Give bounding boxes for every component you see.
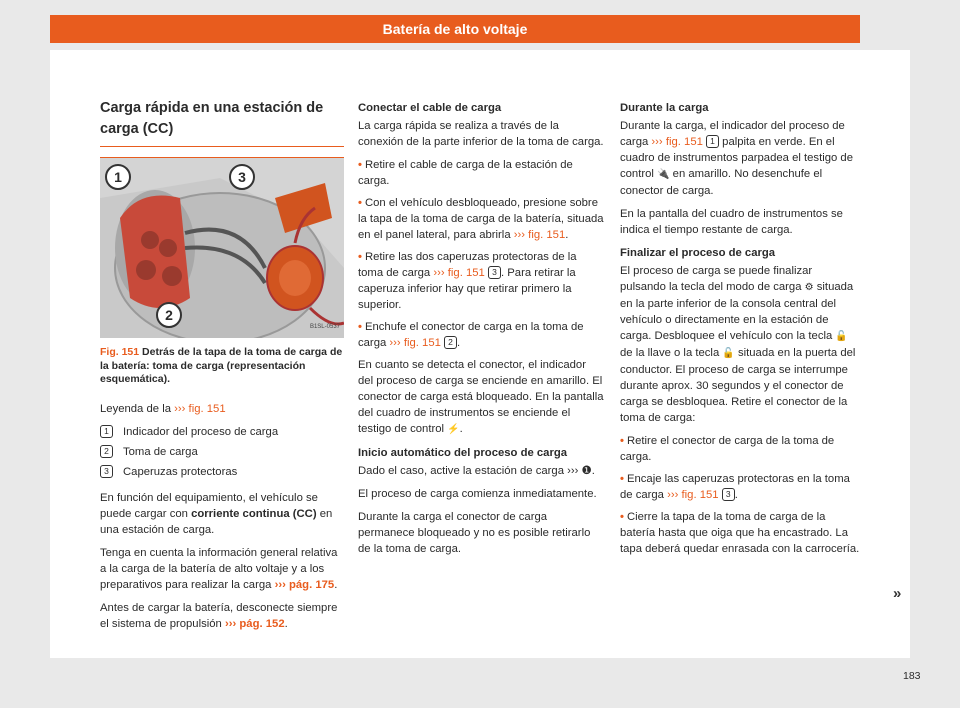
legend-intro-text: Leyenda de la [100, 402, 171, 415]
figure-link[interactable]: ››› fig. 151 [667, 489, 719, 501]
paragraph [100, 490, 344, 538]
bullet-icon: • [358, 159, 362, 171]
legend-number: 2 [100, 445, 113, 458]
figure-link[interactable]: ››› fig. 151 [513, 229, 566, 241]
bullet-icon: • [358, 251, 362, 263]
bullet-icon: • [358, 197, 362, 209]
callout-number: 1 [706, 135, 719, 148]
text: . [734, 489, 738, 501]
legend-item [100, 424, 344, 440]
text: Cierre la tapa de la toma de carga de la batería hasta que oiga que ha encastrado. La tapa deberá quedar enrasada con la carrocería. [620, 511, 860, 555]
text: . [565, 229, 569, 241]
text: . [591, 465, 595, 477]
text: Tenga en cuenta la información general relativa a la carga de la batería de alto voltaje y a los preparativos para realizar la carga [100, 546, 338, 591]
bullet-icon: • [620, 511, 624, 523]
charging-plug-icon: ⚡ [447, 424, 460, 435]
unlock-icon: 🔓 [722, 348, 735, 359]
callout-number: 3 [488, 266, 501, 279]
text: Durante la carga, el indicador del proceso de carga [620, 120, 845, 148]
page-link[interactable]: ››› pág. 175 [274, 578, 335, 591]
text: . [459, 423, 463, 435]
continue-mark: » [893, 585, 902, 602]
text: Retire el conector de carga de la toma de carga. [620, 435, 835, 463]
callout-number: 2 [444, 336, 457, 349]
paragraph: Durante la carga el conector de carga permanece bloqueado y no es posible retirarlo de la toma de carga. [358, 511, 591, 555]
bullet-item [358, 157, 604, 189]
text: Retire las dos caperuzas protectoras de la toma de carga [358, 251, 577, 279]
figure-caption [100, 346, 344, 387]
bullet-item [620, 433, 860, 465]
bullet-item [620, 471, 860, 503]
legend-text: Indicador del proceso de carga [123, 425, 279, 438]
paragraph [100, 600, 344, 632]
text: . [457, 337, 461, 349]
figure-link[interactable]: ››› fig. 151 [433, 267, 485, 279]
bullet-icon: • [358, 321, 362, 333]
bullet-item [620, 509, 860, 557]
bullet-item [358, 195, 604, 243]
bullet-icon: • [620, 473, 624, 485]
text: En cuanto se detecta el conector, el indicador del proceso de carga se enciende en amarillo. El conector de carga está bloqueado. En la pantalla del cuadro de instrumentos se enciende el testigo de control [358, 359, 604, 435]
subheading: Conectar el cable de carga [358, 102, 502, 114]
figure-marker-2: 2 [156, 302, 182, 328]
legend-text: Caperuzas protectoras [123, 465, 238, 478]
charging-socket-illustration [100, 158, 344, 338]
legend-number: 3 [100, 465, 113, 478]
content [50, 50, 921, 682]
warning-link[interactable]: ››› ❶ [567, 465, 592, 477]
figure-link[interactable]: ››› fig. 151 [389, 337, 441, 349]
section-title: Carga rápida en una estación de carga (CC) [100, 98, 344, 147]
page-number: 183 [903, 670, 921, 682]
paragraph: La carga rápida se realiza a través de la conexión de la parte inferior de la toma de carga. [358, 120, 604, 148]
paragraph [620, 263, 860, 426]
figure-code: B1SL-0537 [309, 324, 340, 330]
text: Retire el cable de carga de la estación de carga. [358, 159, 573, 187]
bullet-icon: • [620, 435, 624, 447]
chapter-header: Batería de alto voltaje [50, 15, 860, 43]
paragraph: En la pantalla del cuadro de instrumentos se indica el tiempo restante de carga. [620, 208, 843, 236]
text: situada en la puerta del conductor. El proceso de carga se interrumpe durante aprox. 30 segundos y el conector de carga se desbloquea. Retire el conector de la toma de carga: [620, 347, 856, 424]
column-2 [358, 100, 604, 564]
legend-item [100, 464, 344, 480]
subheading: Durante la carga [620, 102, 709, 114]
column-3 [620, 100, 860, 563]
text: El proceso de carga se puede finalizar pulsando la tecla del modo de carga [620, 265, 813, 293]
charge-mode-icon: ⚙ [804, 282, 814, 293]
legend-text: Toma de carga [123, 445, 198, 458]
paragraph [358, 357, 604, 438]
text: En función del equipamiento, el vehículo se puede cargar con [100, 491, 318, 520]
legend-intro [100, 401, 344, 417]
text: Dado el caso, active la estación de carga [358, 465, 564, 477]
bullet-item [358, 249, 604, 313]
caption-text: Detrás de la tapa de la toma de carga de la batería: toma de carga (representación esquemática). [100, 346, 343, 385]
text: situada en la parte inferior de la consola central del vehículo o directamente en la estación de carga. Desbloquee el vehículo con la tecla [620, 281, 854, 342]
bullet-item [358, 319, 604, 351]
text: Enchufe el conector de carga en la toma de carga [358, 321, 584, 349]
subheading: Inicio automático del proceso de carga [358, 447, 568, 459]
paragraph [358, 463, 604, 479]
paragraph: El proceso de carga comienza inmediatamente. [358, 488, 597, 500]
subheading: Finalizar el proceso de carga [620, 247, 776, 259]
figure-label: Fig. 151 [100, 346, 140, 358]
unlock-icon: 🔓 [835, 331, 848, 342]
callout-number: 3 [722, 488, 735, 501]
legend-fig-link[interactable]: ››› fig. 151 [174, 402, 226, 415]
figure-151 [100, 157, 344, 338]
text: en amarillo. No desenchufe el conector de carga. [620, 168, 823, 197]
legend-item [100, 444, 344, 460]
figure-link[interactable]: ››› fig. 151 [651, 136, 703, 148]
column-1 [100, 98, 344, 639]
charging-plug-icon: 🔌 [657, 169, 670, 180]
text: . [284, 617, 288, 630]
text: Con el vehículo desbloqueado, presione sobre la tapa de la toma de carga de la batería, situada en el panel lateral, para abrirla [358, 197, 604, 241]
text: palpita en verde. En el cuadro de instrumentos parpadea el testigo de control [620, 136, 853, 180]
legend-number: 1 [100, 425, 113, 438]
paragraph [620, 118, 860, 199]
paragraph [100, 545, 344, 593]
figure-marker-1: 1 [105, 164, 131, 190]
text: . Para retirar la caperuza inferior hay que retirar primero la superior. [358, 267, 576, 311]
text: Encaje las caperuzas protectoras en la toma de carga [620, 473, 850, 501]
text: en una estación de carga. [100, 507, 333, 536]
text: Antes de cargar la batería, desconecte siempre el sistema de propulsión [100, 601, 338, 630]
bold-text: corriente continua (CC) [191, 507, 317, 520]
figure-marker-3: 3 [229, 164, 255, 190]
page-link[interactable]: ››› pág. 152 [224, 617, 285, 630]
text: . [334, 578, 338, 591]
text: de la llave o la tecla [620, 347, 720, 359]
